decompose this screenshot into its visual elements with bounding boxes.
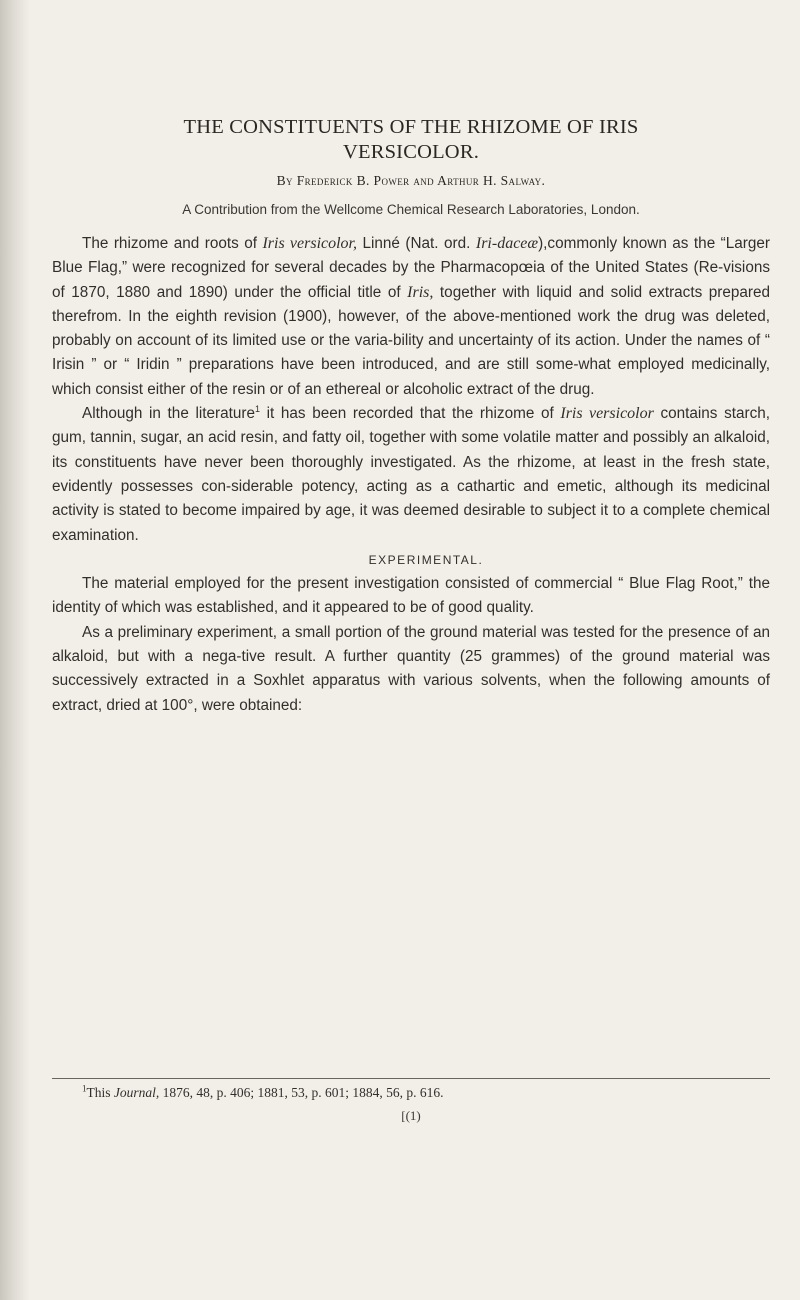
paragraph-1-text-d: together with liquid and solid extracts prepared therefrom. In the eighth revision (1900), however, of the above-mentioned work the drug was deleted, probably on account of its limited use or the varia-bility and uncertainty of its action. Under the names of “ Irisin ” or “ Iridin ” preparations have been introduced, and are still some-what employed medicinally, which consist either of the resin or of an ethereal or alcoholic extract of the drug.: [52, 283, 770, 398]
paragraph-4: As a preliminary experiment, a small portion of the ground material was tested for the presence of an alkaloid, but with a nega-tive result. A further quantity (25 grammes) of the ground material was successively extracted in a Soxhlet apparatus with various solvents, when the following amounts of extract, dried at 100°, were obtained:: [52, 623, 770, 714]
article-title-line-2: VERSICOLOR.: [342, 141, 480, 163]
article-title-line-1: THE CONSTITUENTS OF THE RHIZOME OF IRIS: [183, 116, 639, 138]
paragraph-1-italic-b: Iri-daceæ: [475, 235, 539, 252]
author-byline: By Frederick B. Power and Arthur H. Salway.: [276, 173, 546, 188]
paragraph-1-text-b: Linné (Nat. ord.: [357, 235, 476, 252]
paragraph-1-italic-a: Iris versicolor,: [262, 235, 358, 252]
footnote-text-a: This: [86, 1085, 114, 1100]
printer-signature: [(1): [401, 1108, 421, 1123]
section-heading-experimental: EXPERIMENTAL.: [368, 552, 484, 567]
paragraph-2: [52, 402, 770, 548]
paragraph-1: [52, 232, 770, 402]
footnote: [82, 1085, 772, 1101]
footnote-text-b: 1876, 48, p. 406; 1881, 53, p. 601; 1884, 56, p. 616.: [159, 1085, 444, 1100]
footnote-reference: 1: [254, 403, 260, 414]
footnote-mark: 1: [82, 1083, 87, 1094]
page-edge-shadow: [0, 0, 30, 1300]
paragraph-2-italic-a: Iris versicolor: [560, 405, 654, 423]
paragraph-1-italic-c: Iris,: [407, 283, 434, 301]
footnote-divider: [52, 1078, 770, 1079]
paragraph-2-text-a: Although in the literature: [82, 405, 255, 423]
paragraph-1-text-c: ),commonly known as the “Larger Blue Flag,” were recognized for several decades by the Pharmacopœia of the United States (Re-visions of 1870, 1880 and 1890) under the official title of: [52, 235, 770, 301]
article-body: [52, 232, 770, 718]
paragraph-2-text-b: it has been recorded that the rhizome of: [260, 405, 561, 423]
paragraph-1-text-a: The rhizome and roots of: [82, 235, 263, 252]
contribution-note: A Contribution from the Wellcome Chemical Research Laboratories, London.: [182, 202, 640, 217]
footnote-italic: Journal,: [113, 1085, 160, 1100]
article-title: [52, 115, 770, 165]
paragraph-3: The material employed for the present investigation consisted of commercial “ Blue Flag Root,” the identity of which was established, and it appeared to be of good quality.: [52, 575, 770, 617]
paragraph-2-text-c: contains starch, gum, tannin, sugar, an acid resin, and fatty oil, together with some volatile matter and possibly an alkaloid, its constituents have never been thoroughly investigated. As the rhizome, at least in the fresh state, evidently possesses con-siderable potency, acting as a cathartic and emetic, although its medicinal activity is stated to become impaired by age, it was deemed desirable to subject it to a complete chemical examination.: [52, 405, 770, 544]
